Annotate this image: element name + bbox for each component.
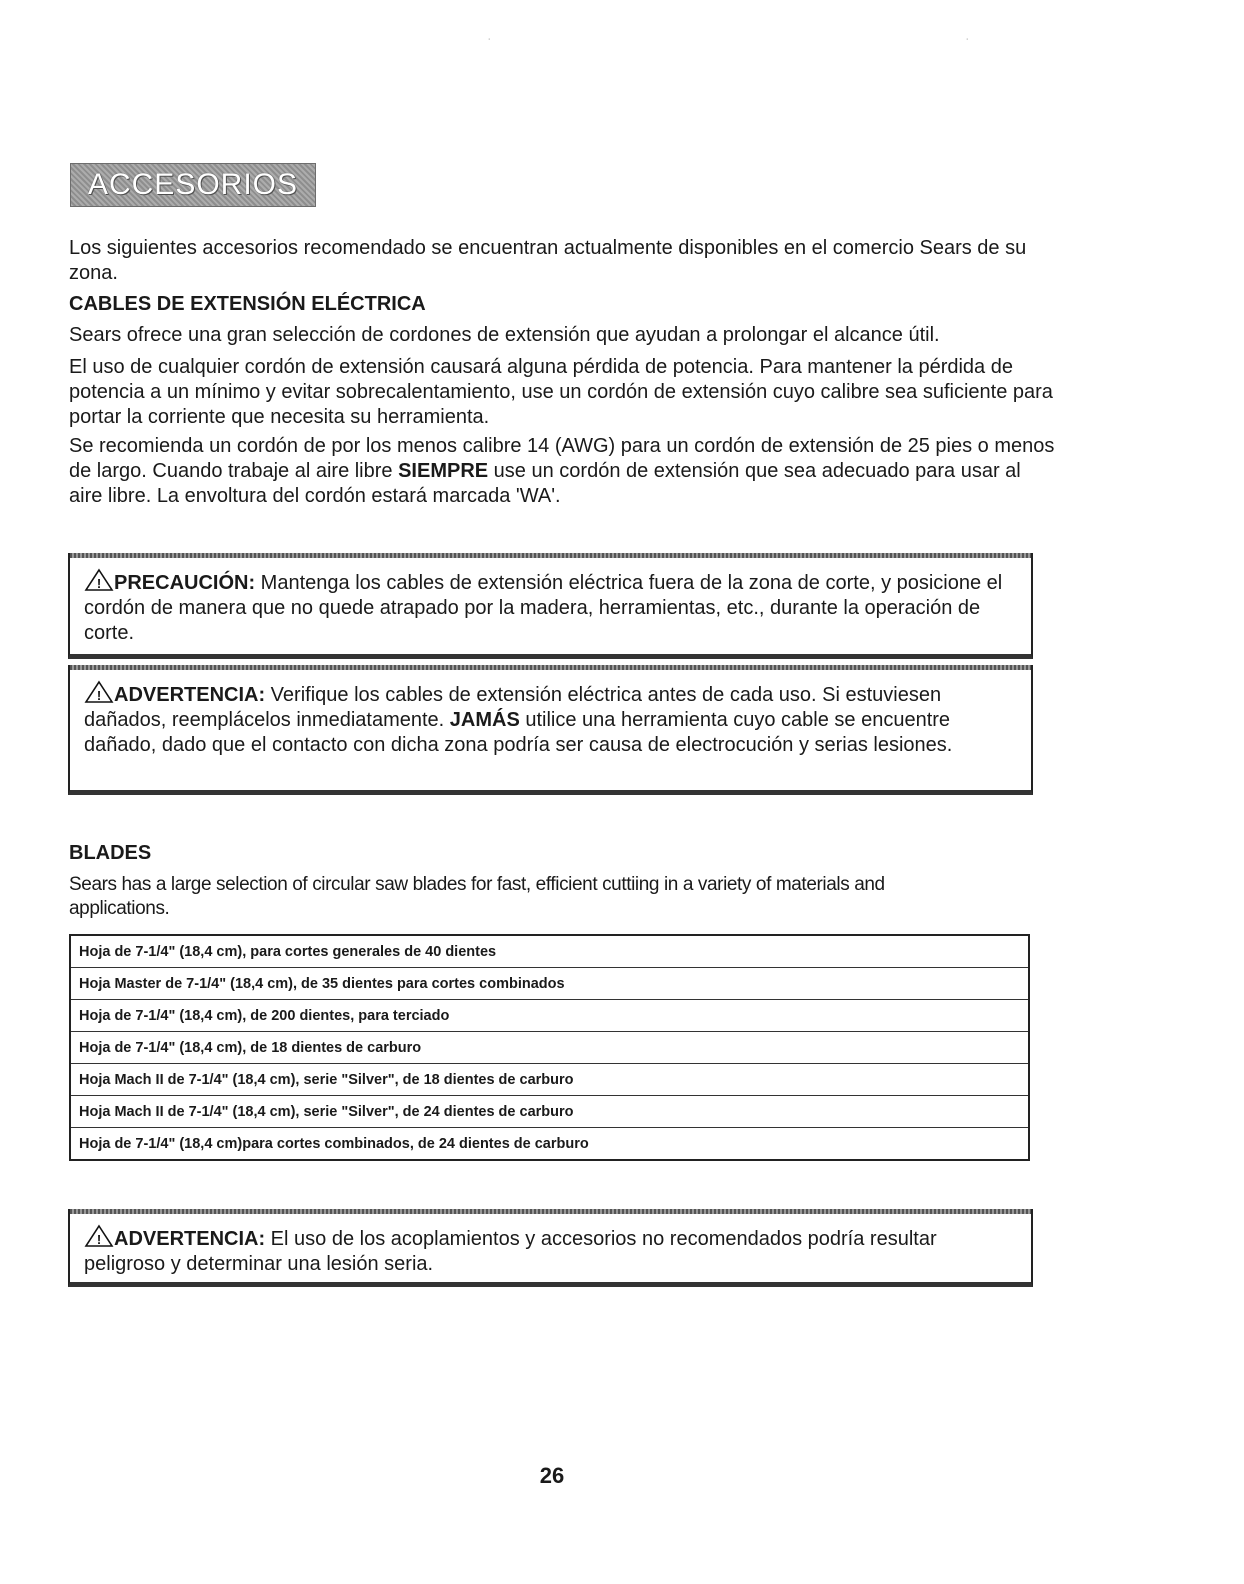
warning-box-accessories [68,1209,1033,1287]
blades-table [69,934,1030,1161]
warning-label: ADVERTENCIA: [114,1228,266,1250]
table-cell: Hoja Mach II de 7-1/4" (18,4 cm), serie "Silver", de 24 dientes de carburo [70,1096,1029,1128]
cables-heading: CABLES DE EXTENSIÓN ELÉCTRICA [69,293,426,315]
table-cell: Hoja Master de 7-1/4" (18,4 cm), de 35 dientes para cortes combinados [70,968,1029,1000]
scan-speck: ˙ [966,38,970,49]
table-row [70,1096,1029,1128]
page-number: 26 [539,1463,565,1488]
table-cell: Hoja de 7-1/4" (18,4 cm), de 200 dientes, para terciado [70,1000,1029,1032]
svg-text:!: ! [96,576,102,591]
warning-triangle-icon [84,680,114,704]
caution-text: Mantenga los cables de extensión eléctrica fuera de la zona de corte, y posicione el cordón de manera que no quede atrapado por la madera, herramientas, etc., durante la operación de corte. [84,572,1003,644]
blades-heading: BLADES [69,842,152,864]
warning-triangle-icon [84,568,114,592]
table-cell: Hoja de 7-1/4" (18,4 cm)para cortes combinados, de 24 dientes de carburo [79,1136,589,1152]
table-cell: Hoja de 7-1/4" (18,4 cm), para cortes generales de 40 dientes [70,935,1029,968]
svg-text:!: ! [96,1232,102,1247]
caution-label: PRECAUCIÓN: [114,572,256,594]
cables-paragraph-3: Se recomienda un cordón de por los menos calibre 14 (AWG) para un cordón de extensión de 25 pies o menos de largo. Cuando trabaje al aire libre SIEMPRE use un cordón de extensión que sea adecuado para usar al aire libre. La envoltura del cordón estará marcada 'WA'. [69,435,1055,507]
intro-paragraph: Los siguientes accesorios recomendado se encuentran actualmente disponibles en el comercio Sears de su zona. [69,237,1027,284]
table-row [70,1064,1029,1096]
cables-paragraph-2: El uso de cualquier cordón de extensión causará alguna pérdida de potencia. Para mantener la pérdida de potencia a un mínimo y evitar sobrecalentamiento, use un cordón de extensión cuyo calibre sea suficiente para portar la corriente que necesita su herramienta. [69,356,1053,428]
blades-intro: Sears has a large selection of circular saw blades for fast, efficient cuttiing in a variety of materials and applications. [69,874,885,919]
section-title: ACCESORIOS [70,163,316,207]
table-row [70,1128,1029,1161]
cables-paragraph-1: Sears ofrece una gran selección de cordones de extensión que ayudan a prolongar el alcance útil. [69,324,940,346]
scan-speck: ˙ [488,38,492,49]
emphasis-siempre: SIEMPRE [398,460,489,482]
table-row [70,935,1029,968]
table-cell: Hoja de 7-1/4" (18,4 cm), de 18 dientes de carburo [70,1032,1029,1064]
warning-triangle-icon [84,1224,114,1248]
table-cell: Hoja Mach II de 7-1/4" (18,4 cm), serie "Silver", de 18 dientes de carburo [70,1064,1029,1096]
table-row [70,968,1029,1000]
table-row [70,1032,1029,1064]
table-row [70,1000,1029,1032]
warning-text: El uso de los acoplamientos y accesorios no recomendados podría resultar peligroso y determinar una lesión seria. [84,1228,937,1275]
svg-text:!: ! [96,688,102,703]
warning-label: ADVERTENCIA: [114,684,266,706]
emphasis-jamas: JAMÁS [449,709,520,731]
caution-box [68,553,1033,659]
warning-box-extension-cords: ! ADVERTENCIA: Verifique los cables de extensión eléctrica antes de cada uso. Si estuviesen dañados, reemplácelos inmediatamente. JAMÁS utilice una herramienta cuyo cable se encuentre dañado, dado que el contacto con dicha zona podría ser causa de electrocución y serias lesiones. [68,665,1033,795]
